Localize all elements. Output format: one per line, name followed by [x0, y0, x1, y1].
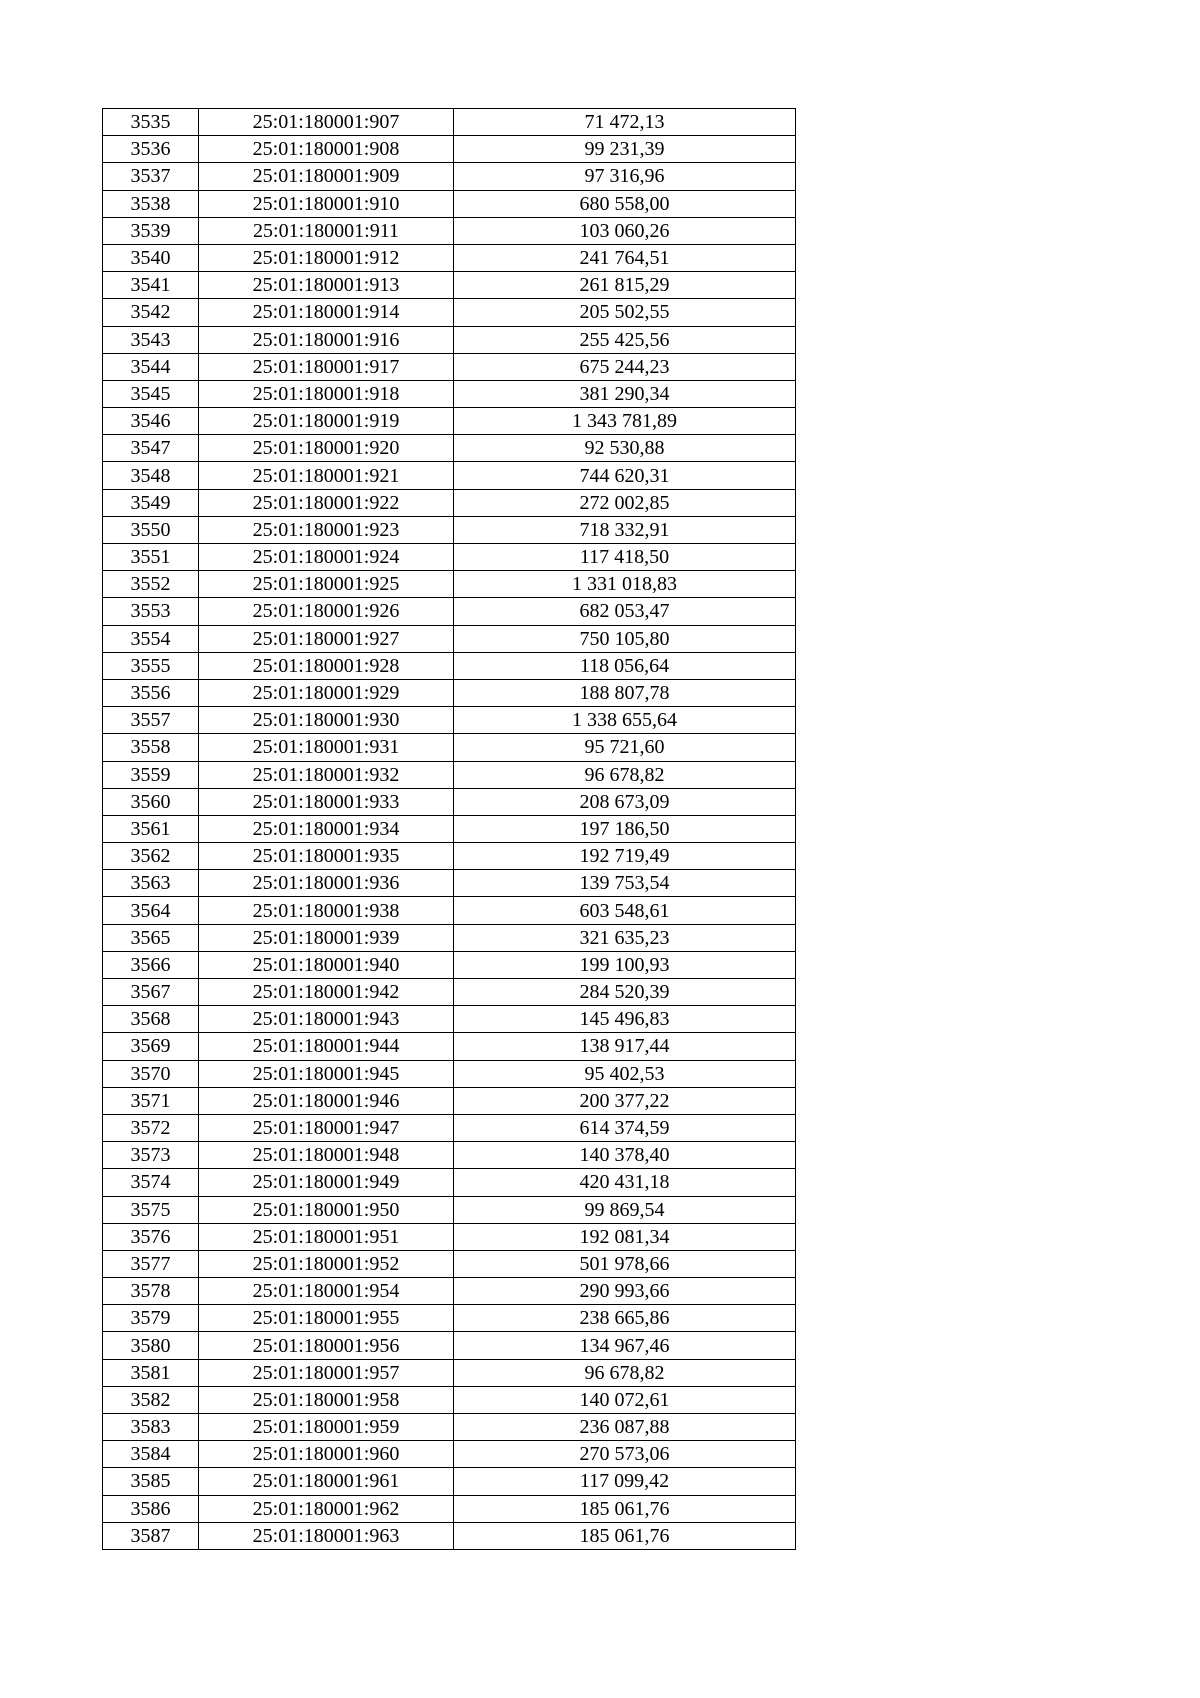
value-cell: 501 978,66 — [454, 1250, 796, 1277]
value-cell: 236 087,88 — [454, 1414, 796, 1441]
row-number-cell: 3539 — [103, 217, 199, 244]
value-cell: 284 520,39 — [454, 979, 796, 1006]
value-cell: 603 548,61 — [454, 897, 796, 924]
cadastral-number-cell: 25:01:180001:956 — [199, 1332, 454, 1359]
row-number-cell: 3586 — [103, 1495, 199, 1522]
row-number-cell: 3554 — [103, 625, 199, 652]
cadastral-number-cell: 25:01:180001:925 — [199, 571, 454, 598]
table-row — [103, 1033, 796, 1060]
table-row — [103, 1169, 796, 1196]
value-cell: 420 431,18 — [454, 1169, 796, 1196]
cadastral-number-cell: 25:01:180001:948 — [199, 1142, 454, 1169]
table-row — [103, 1332, 796, 1359]
cadastral-number-cell: 25:01:180001:938 — [199, 897, 454, 924]
row-number-cell: 3536 — [103, 136, 199, 163]
table-row — [103, 326, 796, 353]
row-number-cell: 3541 — [103, 272, 199, 299]
table-row — [103, 870, 796, 897]
value-cell: 200 377,22 — [454, 1087, 796, 1114]
cadastral-number-cell: 25:01:180001:934 — [199, 815, 454, 842]
table-row — [103, 1114, 796, 1141]
table-row — [103, 1142, 796, 1169]
row-number-cell: 3556 — [103, 679, 199, 706]
table-row — [103, 1495, 796, 1522]
cadastral-number-cell: 25:01:180001:926 — [199, 598, 454, 625]
row-number-cell: 3579 — [103, 1305, 199, 1332]
row-number-cell: 3583 — [103, 1414, 199, 1441]
cadastral-number-cell: 25:01:180001:913 — [199, 272, 454, 299]
row-number-cell: 3574 — [103, 1169, 199, 1196]
row-number-cell: 3577 — [103, 1250, 199, 1277]
value-cell: 99 231,39 — [454, 136, 796, 163]
row-number-cell: 3550 — [103, 516, 199, 543]
table-row — [103, 516, 796, 543]
value-cell: 118 056,64 — [454, 652, 796, 679]
cadastral-number-cell: 25:01:180001:962 — [199, 1495, 454, 1522]
row-number-cell: 3568 — [103, 1006, 199, 1033]
row-number-cell: 3585 — [103, 1468, 199, 1495]
row-number-cell: 3546 — [103, 408, 199, 435]
row-number-cell: 3566 — [103, 951, 199, 978]
value-cell: 145 496,83 — [454, 1006, 796, 1033]
table-row — [103, 299, 796, 326]
table-row — [103, 462, 796, 489]
value-cell: 134 967,46 — [454, 1332, 796, 1359]
cadastral-number-cell: 25:01:180001:961 — [199, 1468, 454, 1495]
cadastral-number-cell: 25:01:180001:958 — [199, 1386, 454, 1413]
table-row — [103, 244, 796, 271]
row-number-cell: 3561 — [103, 815, 199, 842]
row-number-cell: 3557 — [103, 707, 199, 734]
row-number-cell: 3547 — [103, 435, 199, 462]
cadastral-number-cell: 25:01:180001:935 — [199, 843, 454, 870]
cadastral-number-cell: 25:01:180001:909 — [199, 163, 454, 190]
cadastral-number-cell: 25:01:180001:920 — [199, 435, 454, 462]
value-cell: 199 100,93 — [454, 951, 796, 978]
table-row — [103, 761, 796, 788]
cadastral-number-cell: 25:01:180001:943 — [199, 1006, 454, 1033]
table-row — [103, 408, 796, 435]
cadastral-number-cell: 25:01:180001:963 — [199, 1522, 454, 1549]
row-number-cell: 3543 — [103, 326, 199, 353]
table-row — [103, 1223, 796, 1250]
table-row — [103, 1414, 796, 1441]
table-row — [103, 489, 796, 516]
cadastral-number-cell: 25:01:180001:955 — [199, 1305, 454, 1332]
value-cell: 205 502,55 — [454, 299, 796, 326]
row-number-cell: 3587 — [103, 1522, 199, 1549]
table-row — [103, 1305, 796, 1332]
row-number-cell: 3576 — [103, 1223, 199, 1250]
cadastral-number-cell: 25:01:180001:914 — [199, 299, 454, 326]
cadastral-number-cell: 25:01:180001:908 — [199, 136, 454, 163]
table-row — [103, 1250, 796, 1277]
value-cell: 138 917,44 — [454, 1033, 796, 1060]
cadastral-number-cell: 25:01:180001:939 — [199, 924, 454, 951]
table-row — [103, 707, 796, 734]
value-cell: 192 081,34 — [454, 1223, 796, 1250]
row-number-cell: 3558 — [103, 734, 199, 761]
table-row — [103, 843, 796, 870]
table-row — [103, 924, 796, 951]
row-number-cell: 3565 — [103, 924, 199, 951]
cadastral-number-cell: 25:01:180001:917 — [199, 353, 454, 380]
value-cell: 71 472,13 — [454, 109, 796, 136]
table-row — [103, 571, 796, 598]
row-number-cell: 3584 — [103, 1441, 199, 1468]
row-number-cell: 3575 — [103, 1196, 199, 1223]
table-row — [103, 217, 796, 244]
cadastral-number-cell: 25:01:180001:930 — [199, 707, 454, 734]
cadastral-number-cell: 25:01:180001:945 — [199, 1060, 454, 1087]
value-cell: 139 753,54 — [454, 870, 796, 897]
cadastral-number-cell: 25:01:180001:919 — [199, 408, 454, 435]
cadastral-number-cell: 25:01:180001:942 — [199, 979, 454, 1006]
cadastral-number-cell: 25:01:180001:946 — [199, 1087, 454, 1114]
row-number-cell: 3567 — [103, 979, 199, 1006]
value-cell: 96 678,82 — [454, 1359, 796, 1386]
value-cell: 290 993,66 — [454, 1278, 796, 1305]
cadastral-number-cell: 25:01:180001:960 — [199, 1441, 454, 1468]
value-cell: 321 635,23 — [454, 924, 796, 951]
table-row — [103, 951, 796, 978]
cadastral-number-cell: 25:01:180001:929 — [199, 679, 454, 706]
table-row — [103, 734, 796, 761]
cadastral-number-cell: 25:01:180001:928 — [199, 652, 454, 679]
value-cell: 103 060,26 — [454, 217, 796, 244]
table-row — [103, 652, 796, 679]
table-row — [103, 435, 796, 462]
value-cell: 255 425,56 — [454, 326, 796, 353]
row-number-cell: 3551 — [103, 544, 199, 571]
row-number-cell: 3535 — [103, 109, 199, 136]
table-body — [103, 109, 796, 1550]
value-cell: 192 719,49 — [454, 843, 796, 870]
value-cell: 97 316,96 — [454, 163, 796, 190]
cadastral-number-cell: 25:01:180001:940 — [199, 951, 454, 978]
value-cell: 718 332,91 — [454, 516, 796, 543]
cadastral-number-cell: 25:01:180001:944 — [199, 1033, 454, 1060]
table-row — [103, 1006, 796, 1033]
cadastral-number-cell: 25:01:180001:911 — [199, 217, 454, 244]
cadastral-number-cell: 25:01:180001:959 — [199, 1414, 454, 1441]
cadastral-number-cell: 25:01:180001:957 — [199, 1359, 454, 1386]
table-row — [103, 625, 796, 652]
row-number-cell: 3553 — [103, 598, 199, 625]
row-number-cell: 3572 — [103, 1114, 199, 1141]
table-row — [103, 788, 796, 815]
row-number-cell: 3582 — [103, 1386, 199, 1413]
value-cell: 272 002,85 — [454, 489, 796, 516]
table-row — [103, 1522, 796, 1549]
value-cell: 1 343 781,89 — [454, 408, 796, 435]
cadastral-number-cell: 25:01:180001:933 — [199, 788, 454, 815]
table-row — [103, 1359, 796, 1386]
row-number-cell: 3563 — [103, 870, 199, 897]
value-cell: 140 072,61 — [454, 1386, 796, 1413]
value-cell: 1 338 655,64 — [454, 707, 796, 734]
value-cell: 99 869,54 — [454, 1196, 796, 1223]
cadastral-number-cell: 25:01:180001:921 — [199, 462, 454, 489]
value-cell: 675 244,23 — [454, 353, 796, 380]
table-row — [103, 1386, 796, 1413]
value-cell: 744 620,31 — [454, 462, 796, 489]
value-cell: 1 331 018,83 — [454, 571, 796, 598]
table-row — [103, 109, 796, 136]
cadastral-number-cell: 25:01:180001:936 — [199, 870, 454, 897]
table-row — [103, 380, 796, 407]
value-cell: 95 721,60 — [454, 734, 796, 761]
row-number-cell: 3538 — [103, 190, 199, 217]
value-cell: 680 558,00 — [454, 190, 796, 217]
table-row — [103, 1087, 796, 1114]
cadastral-number-cell: 25:01:180001:916 — [199, 326, 454, 353]
value-cell: 750 105,80 — [454, 625, 796, 652]
row-number-cell: 3559 — [103, 761, 199, 788]
row-number-cell: 3581 — [103, 1359, 199, 1386]
value-cell: 238 665,86 — [454, 1305, 796, 1332]
cadastral-number-cell: 25:01:180001:951 — [199, 1223, 454, 1250]
value-cell: 117 418,50 — [454, 544, 796, 571]
row-number-cell: 3545 — [103, 380, 199, 407]
value-cell: 188 807,78 — [454, 679, 796, 706]
table-row — [103, 897, 796, 924]
row-number-cell: 3537 — [103, 163, 199, 190]
row-number-cell: 3560 — [103, 788, 199, 815]
cadastral-number-cell: 25:01:180001:912 — [199, 244, 454, 271]
value-cell: 140 378,40 — [454, 1142, 796, 1169]
table-row — [103, 1278, 796, 1305]
row-number-cell: 3540 — [103, 244, 199, 271]
value-cell: 381 290,34 — [454, 380, 796, 407]
row-number-cell: 3548 — [103, 462, 199, 489]
value-cell: 261 815,29 — [454, 272, 796, 299]
value-cell: 208 673,09 — [454, 788, 796, 815]
cadastral-number-cell: 25:01:180001:910 — [199, 190, 454, 217]
row-number-cell: 3573 — [103, 1142, 199, 1169]
row-number-cell: 3552 — [103, 571, 199, 598]
value-cell: 185 061,76 — [454, 1522, 796, 1549]
value-cell: 241 764,51 — [454, 244, 796, 271]
value-cell: 96 678,82 — [454, 761, 796, 788]
table-row — [103, 190, 796, 217]
row-number-cell: 3562 — [103, 843, 199, 870]
value-cell: 197 186,50 — [454, 815, 796, 842]
table-row — [103, 163, 796, 190]
table-row — [103, 1060, 796, 1087]
cadastral-number-cell: 25:01:180001:950 — [199, 1196, 454, 1223]
cadastral-number-cell: 25:01:180001:927 — [199, 625, 454, 652]
table-row — [103, 1196, 796, 1223]
value-cell: 92 530,88 — [454, 435, 796, 462]
row-number-cell: 3569 — [103, 1033, 199, 1060]
table-row — [103, 353, 796, 380]
cadastral-number-cell: 25:01:180001:918 — [199, 380, 454, 407]
cadastral-number-cell: 25:01:180001:923 — [199, 516, 454, 543]
row-number-cell: 3564 — [103, 897, 199, 924]
table-row — [103, 815, 796, 842]
table-row — [103, 679, 796, 706]
table-row — [103, 979, 796, 1006]
table-row — [103, 1441, 796, 1468]
table-row — [103, 136, 796, 163]
table-row — [103, 598, 796, 625]
value-cell: 270 573,06 — [454, 1441, 796, 1468]
cadastral-number-cell: 25:01:180001:931 — [199, 734, 454, 761]
row-number-cell: 3578 — [103, 1278, 199, 1305]
row-number-cell: 3580 — [103, 1332, 199, 1359]
table-row — [103, 544, 796, 571]
cadastral-number-cell: 25:01:180001:922 — [199, 489, 454, 516]
row-number-cell: 3544 — [103, 353, 199, 380]
row-number-cell: 3570 — [103, 1060, 199, 1087]
cadastral-number-cell: 25:01:180001:954 — [199, 1278, 454, 1305]
cadastral-number-cell: 25:01:180001:932 — [199, 761, 454, 788]
value-cell: 95 402,53 — [454, 1060, 796, 1087]
cadastral-number-cell: 25:01:180001:952 — [199, 1250, 454, 1277]
cadastral-number-cell: 25:01:180001:907 — [199, 109, 454, 136]
table-row — [103, 1468, 796, 1495]
value-cell: 117 099,42 — [454, 1468, 796, 1495]
cadastral-number-cell: 25:01:180001:947 — [199, 1114, 454, 1141]
cadastral-number-cell: 25:01:180001:924 — [199, 544, 454, 571]
value-cell: 614 374,59 — [454, 1114, 796, 1141]
row-number-cell: 3571 — [103, 1087, 199, 1114]
row-number-cell: 3542 — [103, 299, 199, 326]
value-cell: 682 053,47 — [454, 598, 796, 625]
cadastral-value-table — [102, 108, 796, 1550]
cadastral-number-cell: 25:01:180001:949 — [199, 1169, 454, 1196]
row-number-cell: 3555 — [103, 652, 199, 679]
value-cell: 185 061,76 — [454, 1495, 796, 1522]
table-row — [103, 272, 796, 299]
row-number-cell: 3549 — [103, 489, 199, 516]
